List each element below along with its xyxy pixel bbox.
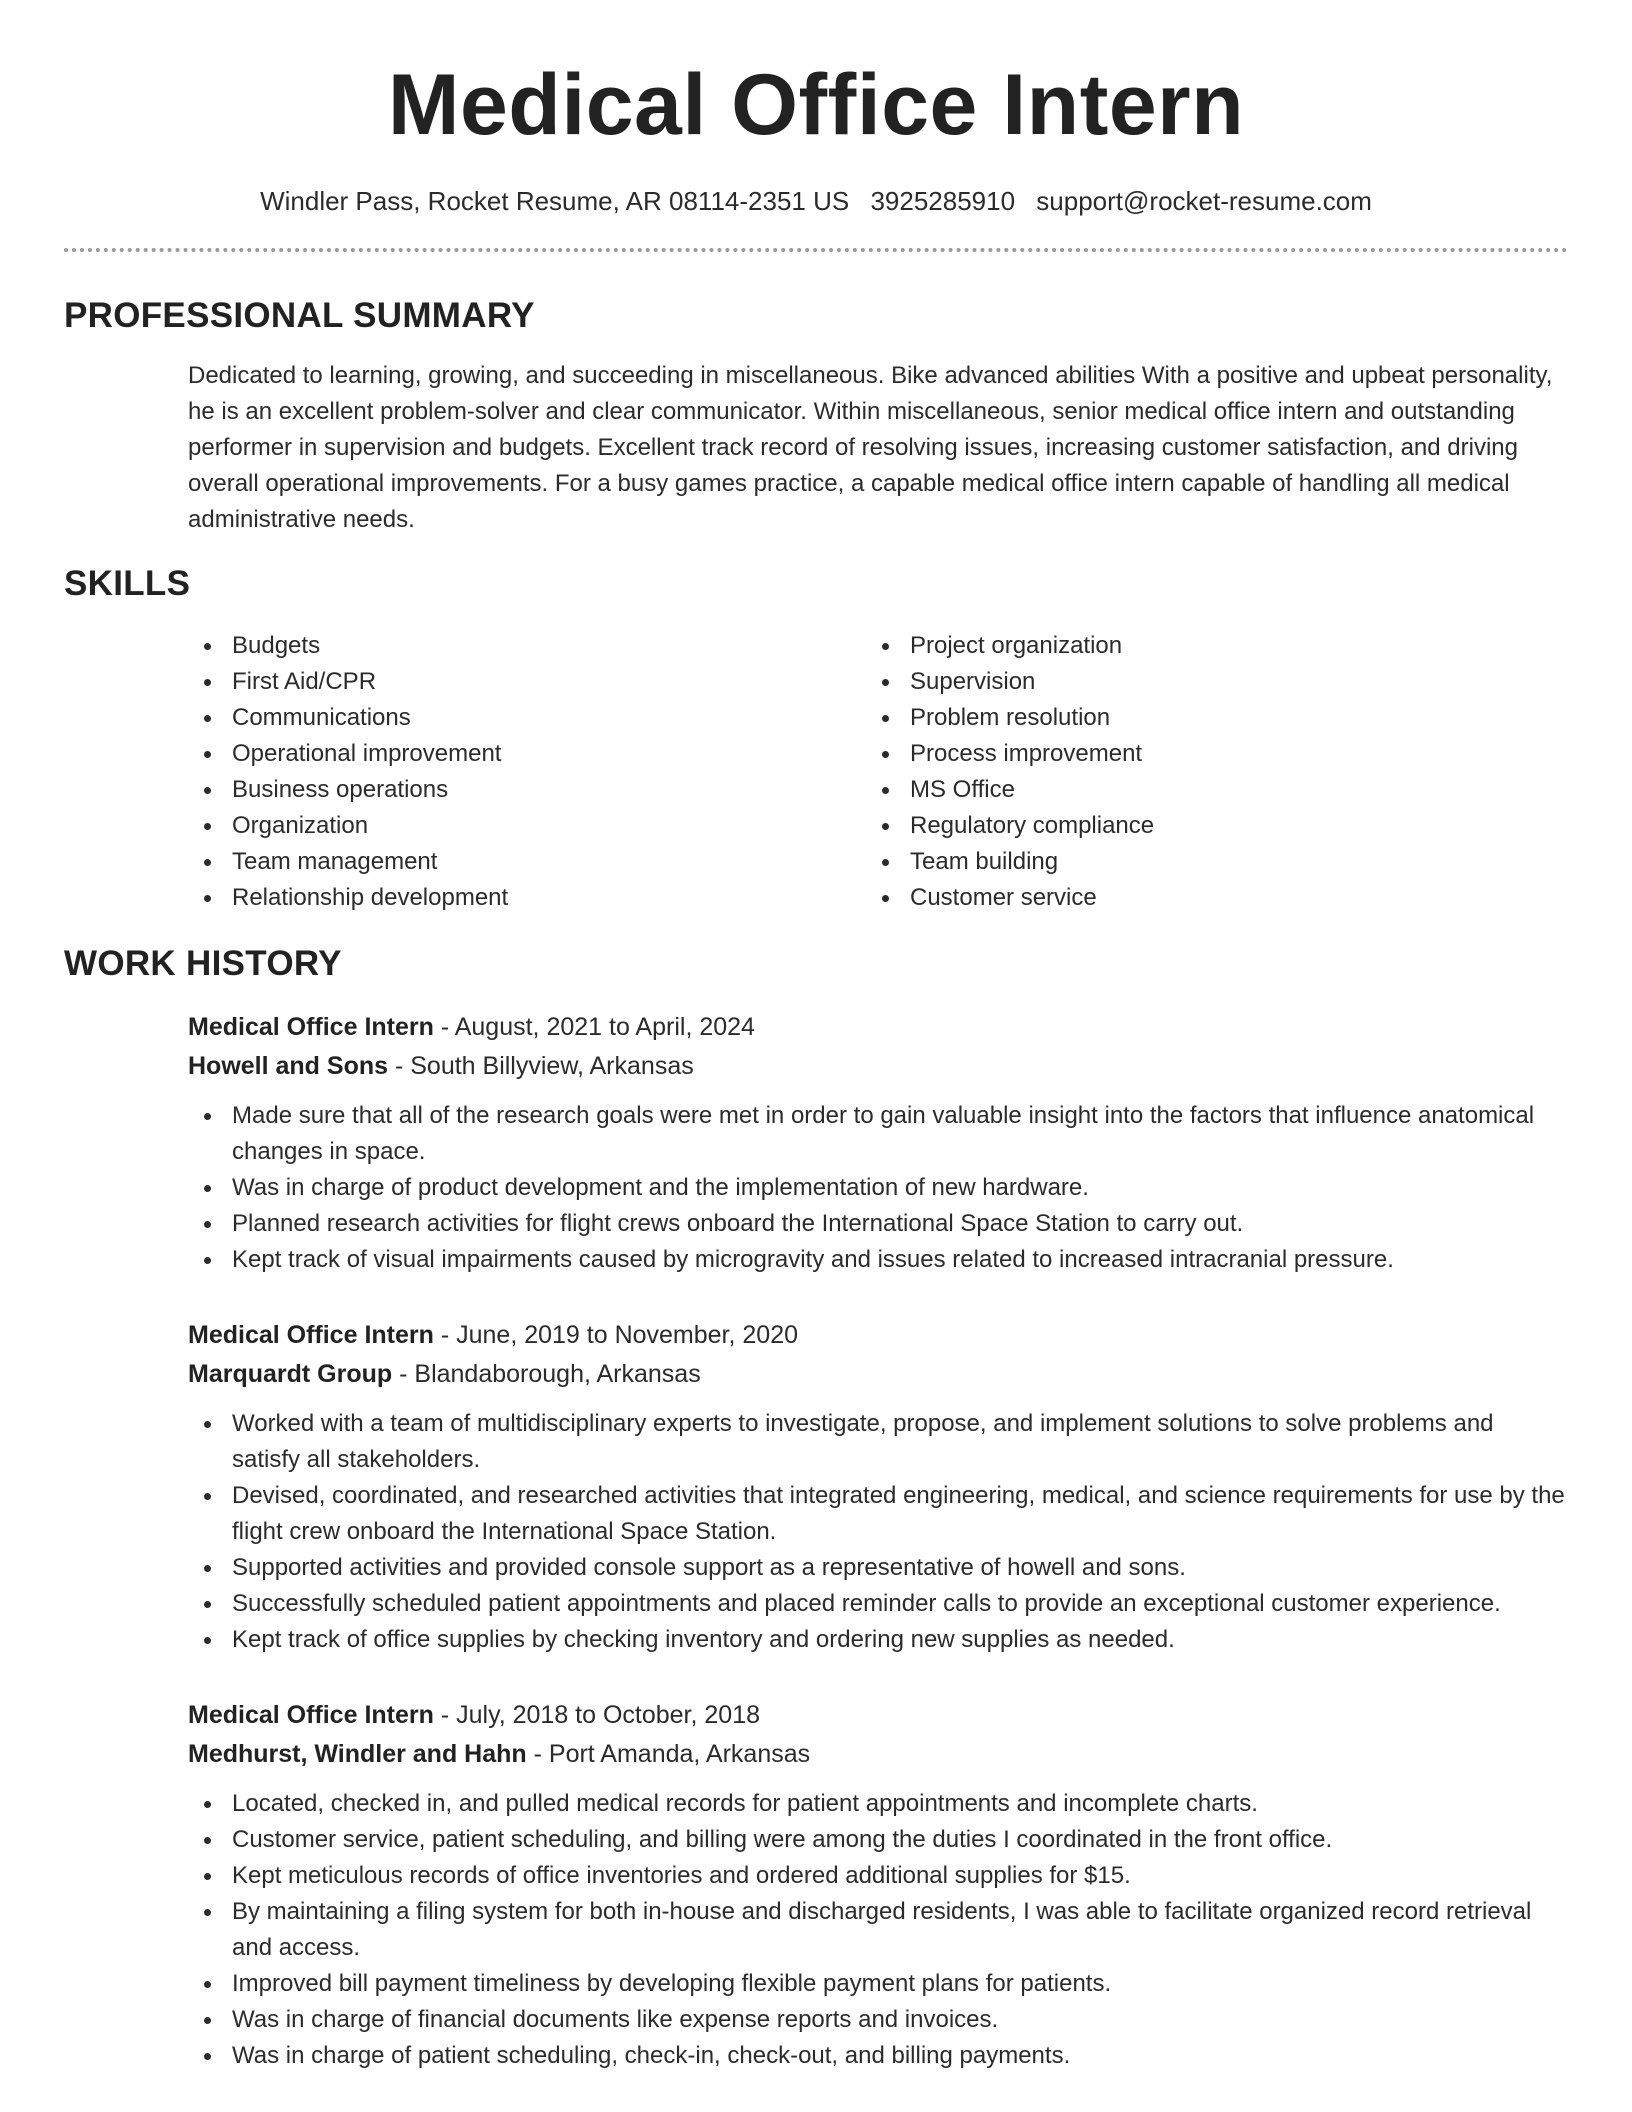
job-bullet: Worked with a team of multidisciplinary experts to investigate, propose, and implement solutions to solve problems and satisfy all stakeholders. bbox=[188, 1406, 1568, 1478]
skill-item: First Aid/CPR bbox=[188, 664, 866, 700]
job-bullet: Successfully scheduled patient appointments and placed reminder calls to provide an exceptional customer experience. bbox=[188, 1586, 1568, 1622]
job-entry bbox=[188, 1008, 1568, 1278]
skill-item: Communications bbox=[188, 700, 866, 736]
skills-left-column bbox=[188, 628, 866, 916]
job-bullets bbox=[188, 1786, 1568, 2074]
job-role: Medical Office Intern bbox=[188, 1701, 434, 1729]
job-company-line bbox=[188, 1355, 1568, 1394]
skill-item: Relationship development bbox=[188, 880, 866, 916]
candidate-name: Medical Office Intern bbox=[387, 57, 1245, 153]
job-dates: - July, 2018 to October, 2018 bbox=[433, 1701, 761, 1729]
job-bullet: Kept meticulous records of office inventories and ordered additional supplies for $15. bbox=[188, 1858, 1568, 1894]
job-bullet: Kept track of visual impairments caused by microgravity and issues related to increased intracranial pressure. bbox=[188, 1242, 1568, 1278]
job-bullet: Improved bill payment timeliness by developing flexible payment plans for patients. bbox=[188, 1966, 1568, 2002]
contact-phone: 3925285910 bbox=[870, 186, 1016, 216]
contact-address: Windler Pass, Rocket Resume, AR 08114-2351 US bbox=[260, 186, 850, 216]
job-bullets bbox=[188, 1098, 1568, 1278]
job-bullet: Customer service, patient scheduling, and billing were among the duties I coordinated in the front office. bbox=[188, 1822, 1568, 1858]
work-history-section bbox=[64, 942, 1568, 2074]
job-bullet: Was in charge of patient scheduling, check-in, check-out, and billing payments. bbox=[188, 2038, 1568, 2074]
job-bullet: Made sure that all of the research goals were met in order to gain valuable insight into the factors that influence anatomical changes in space. bbox=[188, 1098, 1568, 1170]
job-bullet: Kept track of office supplies by checking inventory and ordering new supplies as needed. bbox=[188, 1622, 1568, 1658]
skill-item: Budgets bbox=[188, 628, 866, 664]
job-bullet: Located, checked in, and pulled medical records for patient appointments and incomplete charts. bbox=[188, 1786, 1568, 1822]
job-entry bbox=[188, 1696, 1568, 2074]
skill-item: Operational improvement bbox=[188, 736, 866, 772]
job-entry bbox=[188, 1316, 1568, 1658]
section-title-work: WORK HISTORY bbox=[64, 944, 342, 983]
contact-email: support@rocket-resume.com bbox=[1036, 186, 1372, 216]
job-bullet: Planned research activities for flight crews onboard the International Space Station to carry out. bbox=[188, 1206, 1568, 1242]
section-title-skills: SKILLS bbox=[64, 564, 191, 603]
job-location: - South Billyview, Arkansas bbox=[388, 1052, 694, 1080]
resume-header bbox=[64, 0, 1568, 218]
summary-text: Dedicated to learning, growing, and succeeding in miscellaneous. Bike advanced abilities With a positive and upbeat personality, he is an excellent problem-solver and clear communicator. Within miscellaneous, senior medical office intern and outstanding performer in supervision and budgets. Excellent track record of resolving issues, increasing customer satisfaction, and driving overall operational improvements. For a busy games practice, a capable medical office intern capable of handling all medical administrative needs. bbox=[188, 362, 1553, 533]
job-bullets bbox=[188, 1406, 1568, 1658]
job-location: - Blandaborough, Arkansas bbox=[392, 1360, 701, 1388]
skill-item: Team building bbox=[866, 844, 1544, 880]
job-role: Medical Office Intern bbox=[188, 1321, 434, 1349]
header-divider bbox=[64, 248, 1568, 252]
skill-item: MS Office bbox=[866, 772, 1544, 808]
skill-item: Problem resolution bbox=[866, 700, 1544, 736]
skills-columns bbox=[188, 628, 1568, 916]
job-company-line bbox=[188, 1735, 1568, 1774]
job-bullet: Was in charge of financial documents like expense reports and invoices. bbox=[188, 2002, 1568, 2038]
skills-section bbox=[64, 562, 1568, 916]
job-title-line bbox=[188, 1008, 1568, 1047]
job-title-line bbox=[188, 1316, 1568, 1355]
skill-item: Project organization bbox=[866, 628, 1544, 664]
skill-item: Team management bbox=[188, 844, 866, 880]
job-company: Howell and Sons bbox=[188, 1052, 389, 1080]
job-bullet: Supported activities and provided console support as a representative of howell and sons. bbox=[188, 1550, 1568, 1586]
job-bullet: Devised, coordinated, and researched activities that integrated engineering, medical, and science requirements for use by the flight crew onboard the International Space Station. bbox=[188, 1478, 1568, 1550]
job-location: - Port Amanda, Arkansas bbox=[526, 1740, 811, 1768]
skill-item: Business operations bbox=[188, 772, 866, 808]
contact-line bbox=[64, 184, 1568, 218]
job-dates: - June, 2019 to November, 2020 bbox=[433, 1321, 799, 1349]
skill-item: Supervision bbox=[866, 664, 1544, 700]
job-role: Medical Office Intern bbox=[188, 1013, 434, 1041]
professional-summary-section bbox=[64, 294, 1568, 538]
job-bullet: Was in charge of product development and the implementation of new hardware. bbox=[188, 1170, 1568, 1206]
skill-item: Customer service bbox=[866, 880, 1544, 916]
job-dates: - August, 2021 to April, 2024 bbox=[433, 1013, 755, 1041]
job-company-line bbox=[188, 1047, 1568, 1086]
job-bullet: By maintaining a filing system for both in-house and discharged residents, I was able to facilitate organized record retrieval and access. bbox=[188, 1894, 1568, 1966]
skill-item: Regulatory compliance bbox=[866, 808, 1544, 844]
job-title-line bbox=[188, 1696, 1568, 1735]
section-title-summary: PROFESSIONAL SUMMARY bbox=[64, 296, 535, 335]
job-company: Medhurst, Windler and Hahn bbox=[188, 1740, 527, 1768]
skill-item: Process improvement bbox=[866, 736, 1544, 772]
skill-item: Organization bbox=[188, 808, 866, 844]
job-company: Marquardt Group bbox=[188, 1360, 393, 1388]
skills-right-column bbox=[866, 628, 1544, 916]
